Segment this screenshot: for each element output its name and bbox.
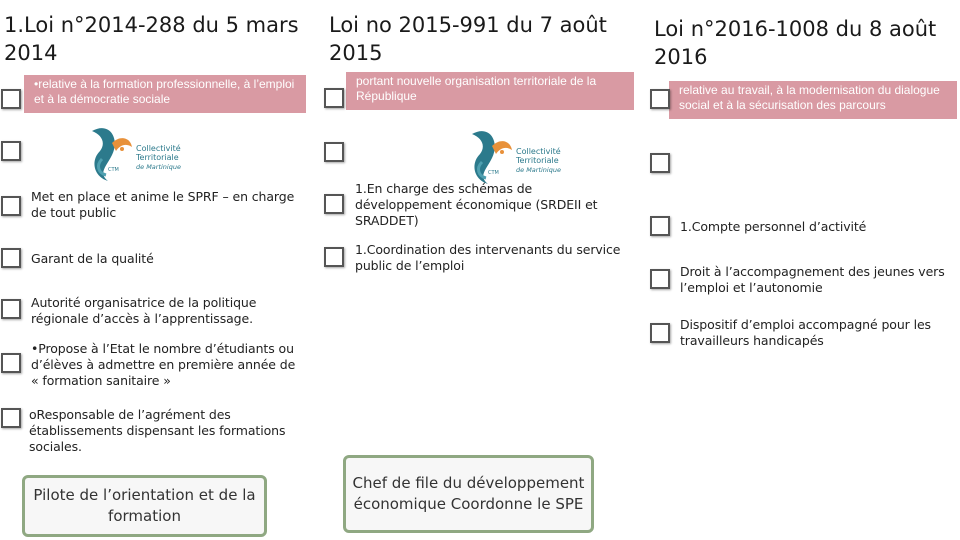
column-2-banner-text: portant nouvelle organisation territoriale de la République (356, 74, 597, 103)
checkbox[interactable] (1, 196, 21, 216)
column-2-item: 1.Coordination des intervenants du service public de l’emploi (355, 242, 621, 273)
column-2-banner (346, 72, 634, 110)
chef-de-file-button[interactable] (343, 455, 594, 533)
logo-mark: CTM (488, 170, 499, 176)
column-2-item: 1.En charge des schémas de développement économique (SRDEII et SRADDET) (355, 181, 598, 228)
logo-mark: CTM (108, 167, 119, 173)
logo-line-1: Collectivité (516, 147, 561, 156)
column-3-item: Droit à l’accompagnement des jeunes vers l’emploi et l’autonomie (680, 264, 945, 295)
column-2-title: Loi no 2015-991 du 7 août 2015 (329, 13, 607, 65)
pilote-orientation-button[interactable] (22, 475, 267, 537)
checkbox[interactable] (1, 408, 21, 428)
column-1-banner (24, 75, 306, 113)
pilote-orientation-label: Pilote de l’orientation et de la formation (33, 486, 256, 525)
column-1-item: Met en place et anime le SPRF – en charge de tout public (31, 189, 295, 220)
collectivite-logo (466, 124, 586, 186)
column-1-item: oResponsable de l’agrément des établissements dispensant les formations sociales. (29, 407, 286, 454)
column-1-item: Garant de la qualité (31, 251, 154, 266)
logo-line-3: de Martinique (136, 163, 181, 171)
logo-line-2: Territoriale (136, 153, 179, 162)
checkbox[interactable] (324, 194, 344, 214)
column-3-item: 1.Compte personnel d’activité (680, 219, 867, 234)
checkbox[interactable] (650, 89, 670, 109)
checkbox[interactable] (1, 248, 21, 268)
column-1-item: Autorité organisatrice de la politique régionale d’accès à l’apprentissage. (31, 295, 257, 326)
checkbox[interactable] (1, 89, 21, 109)
column-3-title: Loi n°2016-1008 du 8 août 2016 (654, 17, 937, 69)
checkbox[interactable] (650, 269, 670, 289)
checkbox[interactable] (324, 88, 344, 108)
checkbox[interactable] (1, 353, 21, 373)
checkbox[interactable] (1, 299, 21, 319)
logo-line-2: Territoriale (516, 156, 559, 165)
column-1-item: •Propose à l’Etat le nombre d’étudiants ou d’élèves à admettre en première année de « formation sanitaire » (31, 341, 296, 388)
logo-line-3: de Martinique (516, 166, 561, 174)
chef-de-file-label: Chef de file du développement économique Coordonne le SPE (352, 474, 585, 513)
checkbox[interactable] (650, 216, 670, 236)
checkbox[interactable] (650, 153, 670, 173)
column-1-title: 1.Loi n°2014-288 du 5 mars 2014 (4, 13, 299, 65)
checkbox[interactable] (324, 142, 344, 162)
checkbox[interactable] (650, 323, 670, 343)
checkbox[interactable] (324, 247, 344, 267)
column-3-banner (669, 81, 957, 119)
column-3-banner-text: relative au travail, à la modernisation du dialogue social et à la sécurisation des parcours (679, 83, 940, 112)
column-3-item: Dispositif d’emploi accompagné pour les travailleurs handicapés (680, 317, 931, 348)
collectivite-logo (86, 121, 206, 183)
logo-line-1: Collectivité (136, 144, 181, 153)
column-1-banner-text: •relative à la formation professionnelle, à l’emploi et à la démocratie sociale (34, 77, 295, 106)
checkbox[interactable] (1, 141, 21, 161)
